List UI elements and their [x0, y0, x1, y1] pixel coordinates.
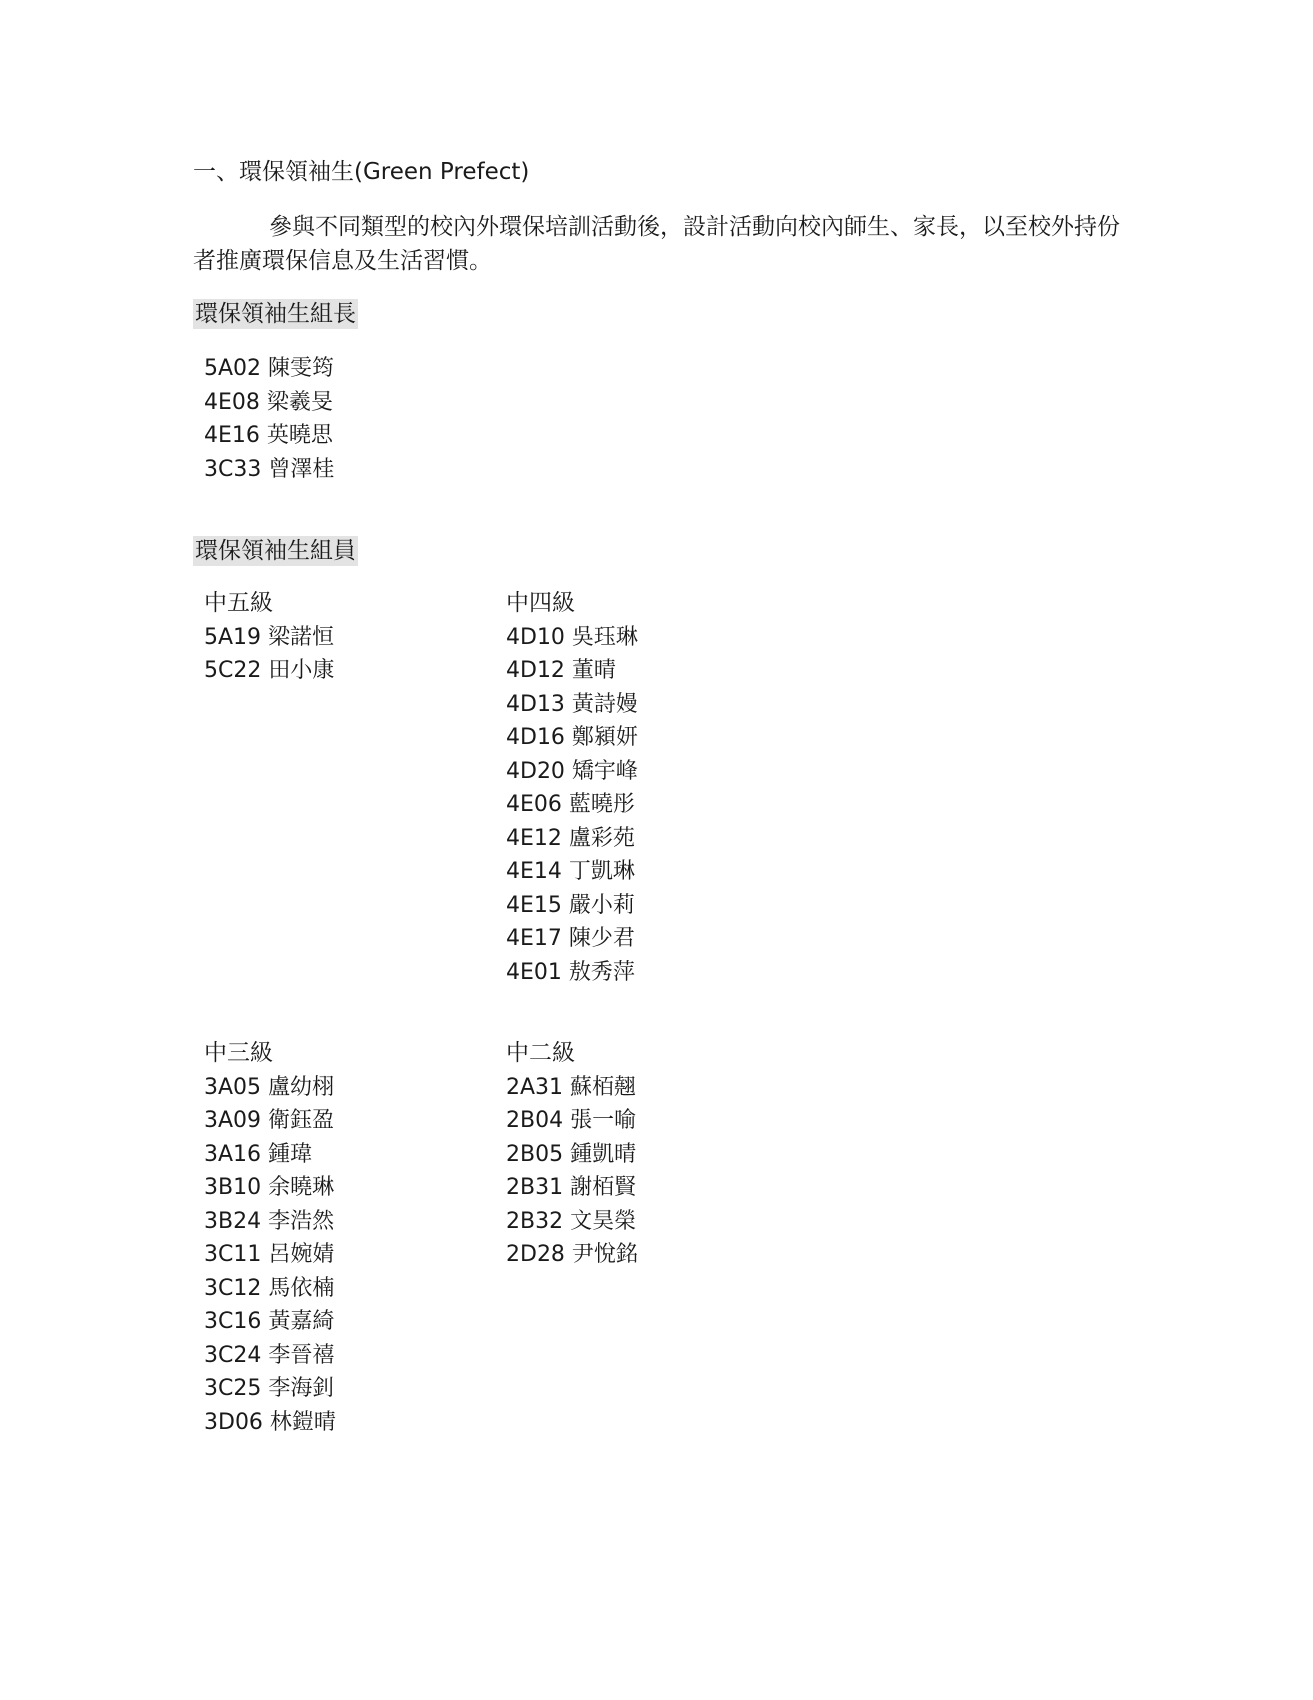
grade-4-list: [506, 587, 638, 989]
grade-title: 中二級: [506, 1040, 575, 1066]
list-item: 3B24 李浩然: [204, 1208, 335, 1234]
list-item: 2B04 張一喻: [506, 1108, 637, 1133]
list-item: 2B31 謝栢賢: [506, 1175, 637, 1200]
list-item: 3C12 馬依楠: [204, 1275, 335, 1301]
section-heading: 一、環保領袖生(Green Prefect): [193, 159, 530, 185]
intro-paragraph: 參與不同類型的校內外環保培訓活動後，設計活動向校內師生、家長，以至校外持份者推廣環保信息及生活習慣。: [193, 214, 1120, 274]
list-item: 2A31 蘇栢翹: [506, 1074, 637, 1100]
list-item: 4E08 梁羲旻: [204, 389, 333, 415]
list-item: 4D10 吳珏琳: [506, 624, 638, 650]
list-item: 4E14 丁凱琳: [506, 859, 635, 884]
list-item: 4E01 敖秀萍: [506, 959, 635, 985]
list-item: 4E17 陳少君: [506, 926, 635, 951]
grade-title: 中五級: [204, 590, 273, 616]
list-item: 2B32 文昊榮: [506, 1208, 637, 1234]
list-item: 3D06 林鎧晴: [204, 1409, 336, 1435]
list-item: 3B10 余曉琳: [204, 1175, 335, 1200]
list-item: 4E16 英曉思: [204, 423, 333, 448]
list-item: 4D16 鄭潁妍: [506, 725, 638, 750]
list-item: 3C25 李海釗: [204, 1376, 335, 1401]
list-item: 4D20 矯宇峰: [506, 758, 638, 784]
grade-title: 中三級: [204, 1040, 273, 1066]
list-item: 5C22 田小康: [204, 658, 335, 683]
list-item: 3A09 衛鈺盈: [204, 1108, 335, 1133]
leaders-label: 環保領袖生組長: [195, 301, 356, 327]
list-item: 4E12 盧彩苑: [506, 825, 635, 851]
list-item: 3C16 黃嘉綺: [204, 1309, 335, 1334]
list-item: 2D28 尹悅銘: [506, 1242, 638, 1267]
list-item: 4E15 嚴小莉: [506, 892, 635, 918]
leaders-list: [204, 352, 334, 486]
grade-title: 中四級: [506, 590, 575, 616]
list-item: 3C24 李晉禧: [204, 1342, 335, 1368]
grade-5-list: [204, 587, 334, 688]
list-item: 5A19 梁諾恒: [204, 624, 335, 650]
grade-3-list: [204, 1037, 336, 1439]
list-item: 3C11 呂婉婧: [204, 1242, 335, 1267]
list-item: 5A02 陳雯筠: [204, 356, 335, 381]
list-item: 3A05 盧幼栩: [204, 1074, 335, 1100]
list-item: 3A16 鍾瑋: [204, 1141, 313, 1167]
list-item: 4D12 董晴: [506, 658, 616, 683]
list-item: 3C33 曾澤桂: [204, 456, 335, 482]
list-item: 2B05 鍾凱晴: [506, 1141, 637, 1167]
list-item: 4E06 藍曉彤: [506, 792, 635, 817]
list-item: 4D13 黃詩嫚: [506, 691, 638, 717]
members-label: 環保領袖生組員: [195, 538, 356, 564]
grade-2-list: [506, 1037, 638, 1272]
